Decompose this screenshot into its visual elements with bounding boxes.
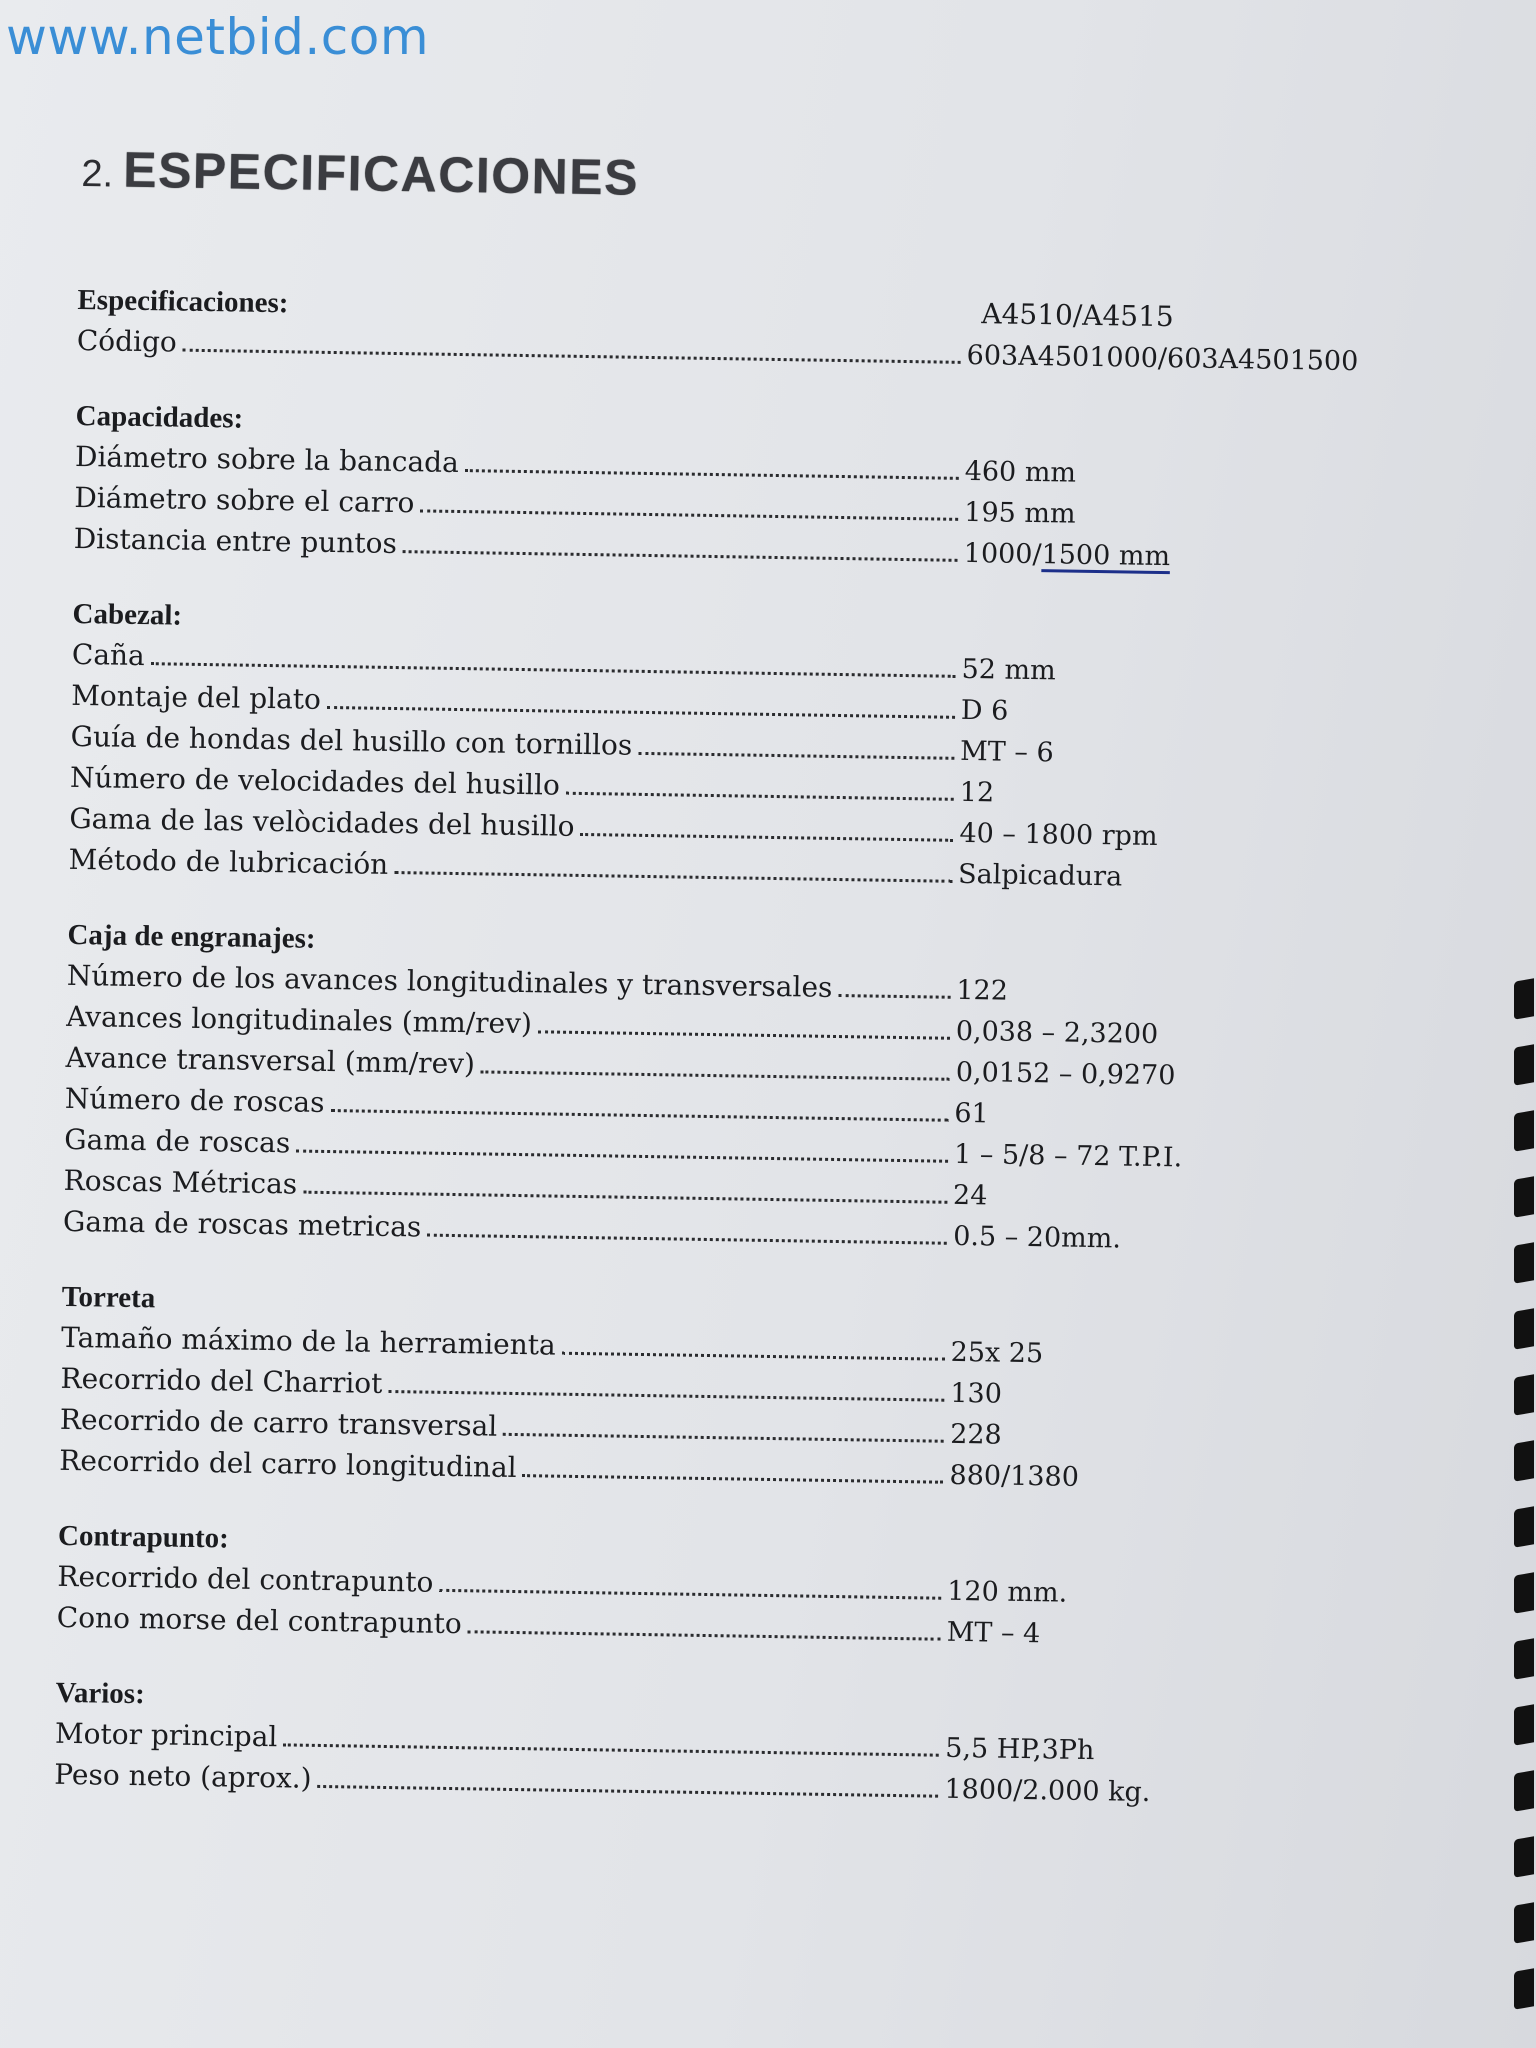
spec-label: Diámetro sobre la bancada — [74, 439, 460, 479]
dot-leader — [465, 463, 959, 480]
spec-value: 1800/2.000 kg. — [944, 1773, 1151, 1809]
spec-value: 52 mm — [961, 653, 1057, 687]
spec-value: 0,0152 – 0,9270 — [955, 1056, 1176, 1092]
spec-label: Gama de las velòcidades del husillo — [69, 801, 575, 843]
spec-section — [59, 1277, 1142, 1498]
binding-coil — [1514, 1572, 1534, 1614]
spec-section-title: Varios: — [55, 1676, 146, 1711]
spec-label: Método de lubricación — [68, 842, 389, 881]
dot-leader — [538, 1024, 950, 1039]
spec-value: 40 – 1800 rpm — [959, 817, 1158, 853]
spec-section — [68, 594, 1158, 897]
spec-value: 1 – 5/8 – 72 T.P.I. — [953, 1138, 1183, 1174]
spec-label: Número de los avances longitudinales y transversales — [66, 958, 833, 1004]
dot-leader — [151, 656, 956, 678]
spec-value: D 6 — [960, 694, 1009, 727]
spec-value: 61 — [954, 1097, 989, 1130]
dot-leader — [394, 865, 952, 883]
spec-label: Avance transversal (mm/rev) — [65, 1040, 476, 1081]
binding-coil — [1514, 1704, 1534, 1746]
spec-section — [76, 280, 1359, 378]
spec-value: 24 — [952, 1179, 988, 1212]
spec-label: Motor principal — [54, 1716, 278, 1754]
spec-label: Gama de roscas — [64, 1122, 291, 1160]
spec-section — [73, 396, 1171, 576]
binding-coil — [1514, 1110, 1534, 1152]
dot-leader — [183, 343, 961, 364]
spec-label: Diámetro sobre el carro — [74, 480, 415, 520]
binding-coil — [1514, 1770, 1534, 1812]
spec-label: Guía de hondas del husillo con tornillos — [70, 719, 633, 762]
spec-label: Avances longitudinales (mm/rev) — [65, 999, 533, 1041]
spec-section-title: Capacidades: — [75, 399, 244, 435]
spec-value — [963, 533, 1170, 577]
binding-coil — [1514, 1308, 1534, 1350]
spec-section — [56, 1516, 1138, 1655]
binding-coil — [1514, 1374, 1534, 1416]
spec-label: Montaje del plato — [71, 678, 322, 716]
spec-label: Roscas Métricas — [63, 1163, 298, 1201]
dot-leader — [330, 1103, 948, 1122]
dot-leader — [283, 1737, 939, 1756]
spec-section — [54, 1673, 1151, 1812]
dot-leader — [420, 503, 958, 520]
spec-value: 228 — [949, 1418, 1002, 1451]
spec-label: Recorrido de carro transversal — [59, 1402, 498, 1443]
spec-value: MT – 6 — [959, 735, 1054, 769]
binding-coil — [1514, 1242, 1534, 1284]
section-number: 2. — [81, 153, 114, 196]
binding-coil — [1514, 1836, 1534, 1878]
spec-value: Salpicadura — [957, 858, 1123, 893]
dot-leader — [503, 1427, 944, 1443]
spec-label: Recorrido del carro longitudinal — [58, 1443, 517, 1485]
spec-label: Recorrido del Charriot — [60, 1361, 383, 1400]
spec-value: 195 mm — [964, 496, 1076, 530]
dot-leader — [468, 1624, 941, 1640]
page-title — [81, 140, 639, 207]
spec-sections — [53, 280, 1359, 1847]
binding-coil — [1514, 1968, 1534, 2010]
spec-value: 122 — [956, 974, 1009, 1007]
spec-label: Caña — [71, 637, 146, 673]
dot-leader — [296, 1144, 948, 1163]
pen-underlined-value: 1500 mm — [1041, 539, 1171, 573]
spec-value: 0.5 – 20mm. — [952, 1220, 1122, 1255]
spec-value: MT – 4 — [946, 1616, 1041, 1650]
dot-leader — [580, 827, 953, 842]
spec-label: Código — [76, 323, 178, 359]
spec-label: Cono morse del contrapunto — [56, 1600, 463, 1641]
spec-section-title: Especificaciones: — [77, 283, 289, 320]
spec-section — [62, 915, 1183, 1259]
dot-leader — [303, 1185, 947, 1204]
binding-coil — [1514, 1176, 1534, 1218]
dot-leader — [427, 1228, 947, 1245]
spec-value: 603A4501000/603A4501500 — [966, 339, 1359, 378]
spec-section-title: Torreta — [61, 1280, 156, 1315]
spec-value: 12 — [959, 776, 995, 809]
binding-coil — [1514, 1902, 1534, 1944]
spec-section-title: Contrapunto: — [57, 1519, 230, 1555]
binding-coil — [1514, 1506, 1534, 1548]
spec-label: Recorrido del contrapunto — [57, 1559, 434, 1599]
dot-leader — [403, 544, 958, 562]
binding-coil — [1514, 978, 1534, 1020]
spec-value-part: 1000/ — [963, 537, 1042, 571]
section-title: ESPECIFICACIONES — [122, 141, 640, 206]
dot-leader — [522, 1468, 943, 1484]
spec-label: Número de velocidades del husillo — [69, 760, 561, 802]
spec-value: 460 mm — [964, 455, 1077, 489]
spec-value: 5,5 HP,3Ph — [945, 1732, 1095, 1767]
watermark-url: www.netbid.com — [6, 8, 430, 66]
spiral-binding — [1510, 980, 1536, 2048]
dot-leader — [439, 1583, 941, 1600]
binding-coil — [1514, 1638, 1534, 1680]
spec-label: Peso neto (aprox.) — [54, 1757, 312, 1795]
dot-leader — [481, 1064, 950, 1080]
spec-section-title: Caja de engranajes: — [67, 918, 316, 955]
dot-leader — [562, 1346, 945, 1361]
spec-label: Distancia entre puntos — [73, 521, 398, 561]
dot-leader — [638, 746, 954, 760]
dot-leader — [317, 1779, 938, 1798]
spec-label: Tamaño máximo de la herramienta — [60, 1320, 556, 1362]
spec-value: 120 mm. — [947, 1575, 1068, 1609]
spec-label: Gama de roscas metricas — [62, 1204, 422, 1244]
spec-section-title: Cabezal: — [72, 597, 183, 632]
spec-page — [50, 140, 1359, 2037]
spec-label: Número de roscas — [64, 1081, 325, 1119]
dot-leader — [838, 988, 950, 999]
binding-coil — [1514, 1044, 1534, 1086]
dot-leader — [388, 1384, 944, 1402]
spec-value: 130 — [950, 1377, 1003, 1410]
dot-leader — [566, 786, 954, 801]
dot-leader — [327, 700, 955, 719]
binding-coil — [1514, 1440, 1534, 1482]
spec-value: 25x 25 — [950, 1336, 1044, 1370]
model-number: A4510/A4515 — [981, 297, 1175, 334]
spec-value: 880/1380 — [949, 1459, 1080, 1493]
spec-value: 0,038 – 2,3200 — [955, 1015, 1159, 1051]
